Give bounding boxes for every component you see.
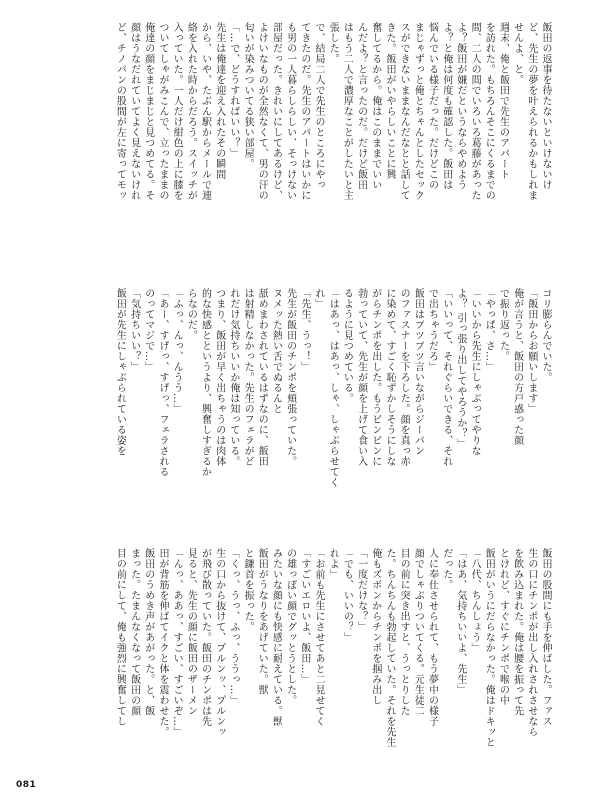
text-column: 目の前に突き出すと、うっとりした <box>398 548 410 716</box>
text-column: から、いや、たぶん駅からメールで連 <box>199 22 211 201</box>
text-column: 部屋だった。きれいにしてあるけど、 <box>270 22 282 201</box>
text-column: らなのだ。 <box>185 288 197 341</box>
text-column: ど、先生の夢を叶えられるかもしれま <box>525 22 537 201</box>
text-column: るように見つめている。 <box>341 288 353 404</box>
text-column: まった。たまんなくなって飯田の顔 <box>128 548 140 716</box>
text-column: 田が背筋を伸ばてイクと体を震わせた。 <box>156 548 168 737</box>
text-column: 勃っていて、先生が顔を上げて食い入 <box>355 288 367 467</box>
text-column: 絡を入れた時からだろう。スイッチが <box>185 22 197 201</box>
text-column: 入っていた。一人だけ紺色の上に膝を <box>171 22 183 201</box>
text-column: 「んっ、ああっ、すごい、すごいぞ…」 <box>171 548 183 737</box>
page-number: 081 <box>16 780 37 790</box>
text-column: 俺が言うと、飯田の方戸惑った顔 <box>511 288 523 446</box>
text-column: はもう二人で濃厚なことがしたいと主 <box>341 22 353 201</box>
text-tier-top <box>42 22 552 274</box>
text-column: も男の一人暮らしらしい、そっけない <box>284 22 296 201</box>
text-column: 顔はうなだれていてよく見えないけれ <box>128 22 140 201</box>
text-column: コリ膨らんでいた。 <box>540 288 551 383</box>
text-column: 飯田が先生にしゃぶられている姿を <box>114 288 126 456</box>
text-column: 「ふっ、んっ、んうう…」 <box>171 288 183 414</box>
text-column: 「先生、うっ！」 <box>298 288 310 372</box>
text-column: まじゃずっと俺とちゃんとしたセック <box>412 22 424 201</box>
text-column: 人に奉仕させられて、もう夢中の様子 <box>426 548 438 727</box>
text-column: よ？ 引っ張り出してやろうか？」 <box>454 288 466 450</box>
text-column: れ」 <box>313 288 324 309</box>
text-column: れだけ気持ちいいか俺は知っている。 <box>227 288 239 467</box>
text-column: と鎌首を振った。 <box>242 548 254 632</box>
text-column: を飲み込まれた。俺は腰を振って先 <box>511 548 523 716</box>
text-column: ヌメッた熱い舌でぬるんと <box>270 288 282 414</box>
text-column: 的な快感とというより、興奮しすぎるか <box>199 288 211 477</box>
text-column: が飛び散っていた。飯田のチンポは先 <box>199 548 211 727</box>
text-column: 「八代、ちんしょう」 <box>469 548 481 653</box>
text-column: よ？飯田が嫌だというならやめよう <box>454 22 466 190</box>
text-column: ど、チノパンの股間が左に寄ってモッ <box>114 22 126 201</box>
text-column: 張した。 <box>327 22 339 64</box>
text-column: は射精しなかった。先生のフェラがど <box>242 288 254 467</box>
text-tier-middle <box>42 288 552 536</box>
text-column: んだよ？と言ったのだ。だけど飯田 <box>355 22 367 190</box>
text-column: 「気持ちいい？」 <box>128 288 140 372</box>
text-column: 「飯田からお願いします」 <box>525 288 537 414</box>
text-column: 飯田がいうにだらなかった。俺はドキッと <box>483 548 495 748</box>
text-column: れよ」 <box>327 548 339 580</box>
text-column: 「一度だけな？」 <box>355 548 367 632</box>
text-column: のファスナーを下ろした。顔を真っ赤 <box>398 288 410 467</box>
text-column: とけれど、すぐにチンポで喉の中 <box>497 548 509 706</box>
text-column: よけいなものが全然なくて、男の汗の <box>256 22 268 201</box>
text-column: 「すごいエロいよ、飯田…」 <box>298 548 310 685</box>
text-column: てきたのだ。先生のアパートはいかに <box>298 22 310 201</box>
text-column: 間、二人の間でいろいろ葛藤があった <box>469 22 481 201</box>
text-column: 「はあっ、はあっ、しゃ、しゃぶらせてく <box>327 288 339 488</box>
text-column: 悩んでいる様子だった。だけどこの <box>426 22 438 190</box>
text-column: 飯田のうめき声があがった。と、飯 <box>142 548 154 716</box>
text-column: 見ると、先生の顔に飯田のザーメン <box>185 548 197 716</box>
text-column: 「あー、すげっ、すげっ、フェラされる <box>156 288 168 477</box>
text-column: 飯田の股間にも手を伸ばした。ファス <box>540 548 551 727</box>
text-column: に染めて、すごく恥ずかしそうにしな <box>383 288 395 467</box>
text-column: のってマジで…」 <box>142 288 154 372</box>
text-column: つまり、飯田が早く出ちゃうのは肉体 <box>213 288 225 467</box>
text-column: 飯田はブツブツ言いながらジーパン <box>412 288 424 456</box>
text-column: 先生は俺達を迎え入れたその瞬間 <box>213 22 225 180</box>
text-column: 「くっ、うっ、ふっ、ううっ…」 <box>227 548 239 706</box>
text-column: 飯田がうなりをあげていた。獣 <box>256 548 268 695</box>
text-column: がらチンポを出した。もうビンビンに <box>369 288 381 467</box>
text-column: 匂いが染みついてる狭い部屋。 <box>242 22 254 169</box>
text-column: 舐めまわされているはずなのに、飯田 <box>256 288 268 467</box>
text-column: よ？と俺は何度も確認した。飯田は <box>440 22 452 190</box>
text-column: た。ちんちんも勃起していた。それを先生 <box>383 548 395 748</box>
text-column: みたいな顔にも快感に耐えている。獣 <box>270 548 282 727</box>
text-column: 先生が飯田のチンポを頬張っていた。 <box>284 288 296 467</box>
text-column: 飯田の返事を待たないといけないけ <box>540 22 551 190</box>
text-column: 奮してるから。俺はこのままでいい <box>369 22 381 190</box>
text-column: せんよ、と。 <box>511 22 523 85</box>
text-column: 俺達の顔をまじまじと見つめてる。そ <box>142 22 154 201</box>
text-column: 生の口から抜けて、プルンッ、プルンッ <box>213 548 225 737</box>
text-column: 俺もズボンからチンポを掴み出し <box>369 548 381 706</box>
text-tier-bottom <box>42 548 552 790</box>
text-column: スができないままなんだなとと話して <box>398 22 410 201</box>
text-column: きた。飯田がいやらしいことに興 <box>383 22 395 180</box>
text-column: 顔でしゃぶりついてくる。元生徒二 <box>412 548 424 716</box>
text-column: の雄っぽい顔でグッとうとした。 <box>284 548 296 706</box>
text-column: 「でも、いいの？」 <box>341 548 353 643</box>
text-column: 生の口にチンポが出し入れされさせなら <box>525 548 537 737</box>
text-column: 「やっぱ、さ…」 <box>483 288 495 372</box>
text-column: 「お前も先生にさせてあと二見せてく <box>313 548 324 727</box>
text-column: 「はあ、気持ちいいよ、先生」 <box>454 548 466 695</box>
text-column: 週末、俺と飯田で先生のアパート <box>497 22 509 180</box>
text-column: を訪れた。もちろんそこにくるまでの <box>483 22 495 201</box>
text-column: で振り返った。 <box>497 288 509 362</box>
text-column: 目の前にして、俺も強烈に興奮してし <box>114 548 126 727</box>
text-column: 「…で、どうすればいい？」 <box>227 22 239 159</box>
text-column: 「いいって、それぐらいできる、それ <box>440 288 452 467</box>
text-column: だった。 <box>440 548 452 590</box>
text-column: ついてしゃがみこんで、立ったままの <box>156 22 168 201</box>
text-column: 「いいから先生にしゃぶってやりな <box>469 288 481 456</box>
text-column: で出ちゃうだろ」 <box>426 288 438 372</box>
text-column: で、結局二人で先生のところにやっ <box>313 22 324 190</box>
